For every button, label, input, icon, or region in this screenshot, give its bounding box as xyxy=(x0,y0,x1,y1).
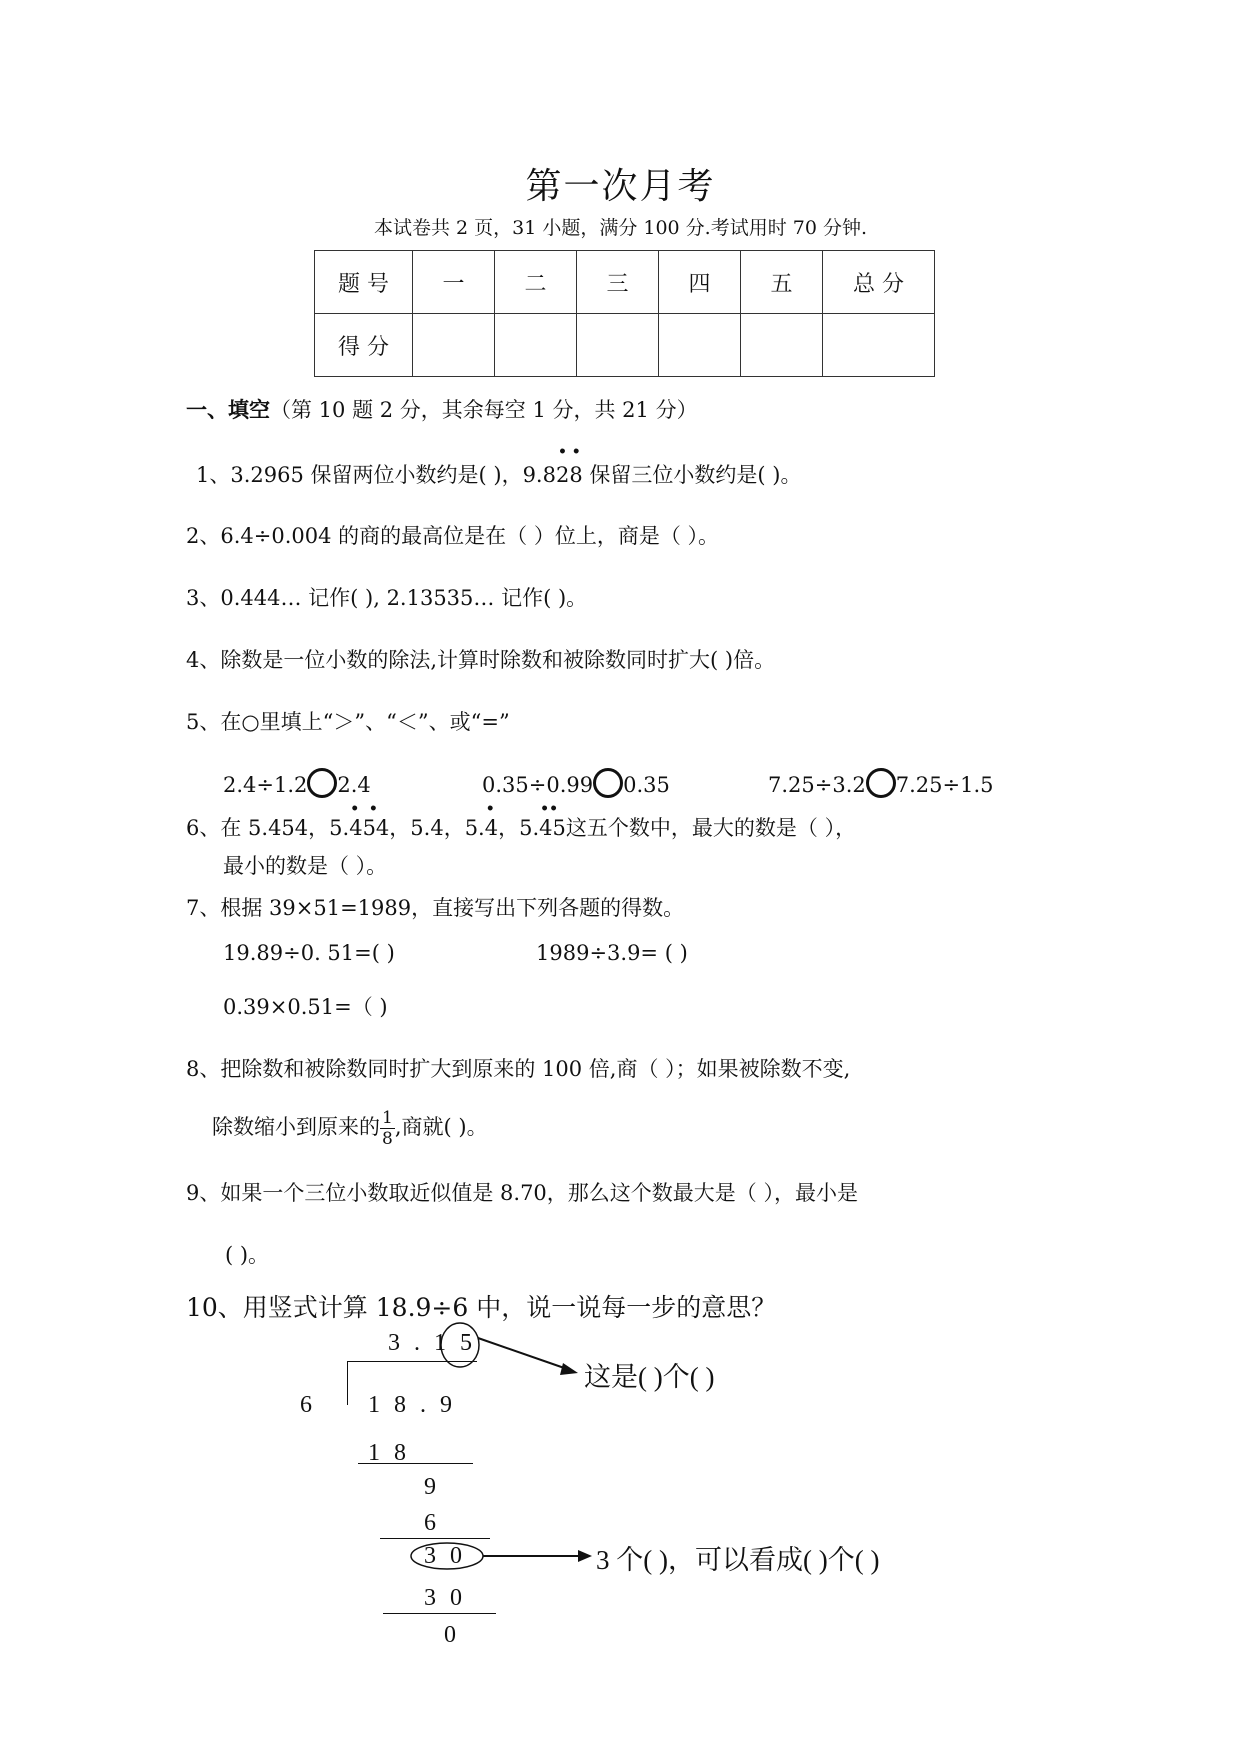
repeating-digits-text: 28 xyxy=(555,463,583,487)
question-4: 4、除数是一位小数的除法,计算时除数和被除数同时扩大( )倍。 xyxy=(186,648,776,672)
header-cell-question-number: 题 号 xyxy=(315,251,413,314)
fraction-denominator: 8 xyxy=(382,1129,393,1149)
question-8-line-2-a: 除数缩小到原来的 xyxy=(212,1115,380,1139)
comparison-3-right: 7.25÷1.5 xyxy=(895,773,994,797)
division-step-4: 3 0 xyxy=(424,1543,466,1569)
comparison-2-right: 0.35 xyxy=(623,773,670,797)
quotient-explanation: 这是( )个( ) xyxy=(584,1362,715,1392)
division-step-6: 0 xyxy=(444,1622,460,1648)
repeat-dots-2: • xyxy=(485,801,495,817)
arrow-head-2 xyxy=(578,1550,592,1562)
repeat-dot: • • xyxy=(557,444,581,460)
quotient-digit-circle xyxy=(441,1323,479,1367)
division-quotient: 3 . 1 5 xyxy=(388,1330,476,1356)
header-cell-section-4: 四 xyxy=(659,251,741,314)
repeating-number-2-digits: 4 xyxy=(484,816,499,840)
division-divisor: 6 xyxy=(300,1392,316,1418)
question-6-line-2: 最小的数是（ ）。 xyxy=(223,854,388,878)
division-step-3: 6 xyxy=(424,1510,440,1536)
section-title: 一、填空 xyxy=(186,398,270,422)
arrow-line-1 xyxy=(478,1338,570,1370)
division-step-5: 3 0 xyxy=(424,1585,466,1611)
question-6-part-c: ，5. xyxy=(498,816,540,840)
question-3: 3、0.444… 记作( ), 2.13535… 记作( )。 xyxy=(186,586,588,610)
comparison-2-left: 0.35÷0.99 xyxy=(482,773,594,797)
remainder-circle xyxy=(411,1543,483,1569)
exam-instructions: 本试卷共 2 页，31 小题，满分 100 分.考试用时 70 分钟. xyxy=(373,217,868,239)
question-2: 2、6.4÷0.004 的商的最高位是在（ ）位上，商是（ ）。 xyxy=(186,524,719,548)
header-cell-section-2: 二 xyxy=(495,251,577,314)
header-cell-section-5: 五 xyxy=(741,251,823,314)
question-6-part-b: ，5.4，5. xyxy=(389,816,485,840)
repeating-number-1-digits: 454 xyxy=(349,816,390,840)
division-dividend: 1 8 . 9 xyxy=(368,1392,456,1418)
header-cell-total: 总 分 xyxy=(823,251,935,314)
page-title: 第一次月考 xyxy=(525,166,716,207)
question-10-prompt: 10、用竖式计算 18.9÷6 中，说一说每一步的意思？ xyxy=(186,1293,777,1322)
section-note: （第 10 题 2 分，其余每空 1 分，共 21 分） xyxy=(270,398,698,422)
comparison-1-left: 2.4÷1.2 xyxy=(223,773,308,797)
comparison-3-left: 7.25÷3.2 xyxy=(768,773,866,797)
remainder-explanation: 3 个( )，可以看成( )个( ) xyxy=(596,1545,880,1575)
repeat-dots-3: •• xyxy=(540,801,559,817)
question-7-expression-3: 0.39×0.51=（ ) xyxy=(223,995,388,1019)
header-cell-section-1: 一 xyxy=(413,251,495,314)
division-step-2: 9 xyxy=(424,1474,440,1500)
header-cell-section-3: 三 xyxy=(577,251,659,314)
question-7-expression-2: 1989÷3.9= ( ) xyxy=(536,941,688,965)
question-9-line-2: ( )。 xyxy=(225,1243,270,1267)
question-8-line-2-b: ,商就( )。 xyxy=(394,1115,488,1139)
question-7-expression-1: 19.89÷0. 51=( ) xyxy=(223,941,395,965)
question-1-part-b: 保留三位小数约是( )。 xyxy=(582,463,802,487)
question-8-line-1: 8、把除数和被除数同时扩大到原来的 100 倍,商（ ）；如果被除数不变, xyxy=(186,1057,851,1081)
question-1-part-a: 1、3.2965 保留两位小数约是( )，9.8 xyxy=(196,463,556,487)
repeating-number-3-digits: 45 xyxy=(539,816,566,840)
arrow-head-1 xyxy=(560,1363,578,1375)
question-6-part-a: 6、在 5.454，5. xyxy=(186,816,350,840)
comparison-1-right: 2.4 xyxy=(337,773,371,797)
repeat-dots-1: • • xyxy=(350,801,378,817)
division-step-1: 1 8 xyxy=(368,1440,410,1466)
question-5-prompt: 5、在○里填上“＞”、“＜”、或“=” xyxy=(186,710,510,734)
question-9-line-1: 9、如果一个三位小数取近似值是 8.70，那么这个数最大是（ ），最小是 xyxy=(186,1181,858,1205)
fraction-numerator: 1 xyxy=(382,1108,393,1128)
question-6-part-d: 这五个数中，最大的数是（ ）， xyxy=(565,816,857,840)
question-7-prompt: 7、根据 39×51=1989，直接写出下列各题的得数。 xyxy=(186,896,685,920)
score-row-label: 得 分 xyxy=(315,314,413,377)
